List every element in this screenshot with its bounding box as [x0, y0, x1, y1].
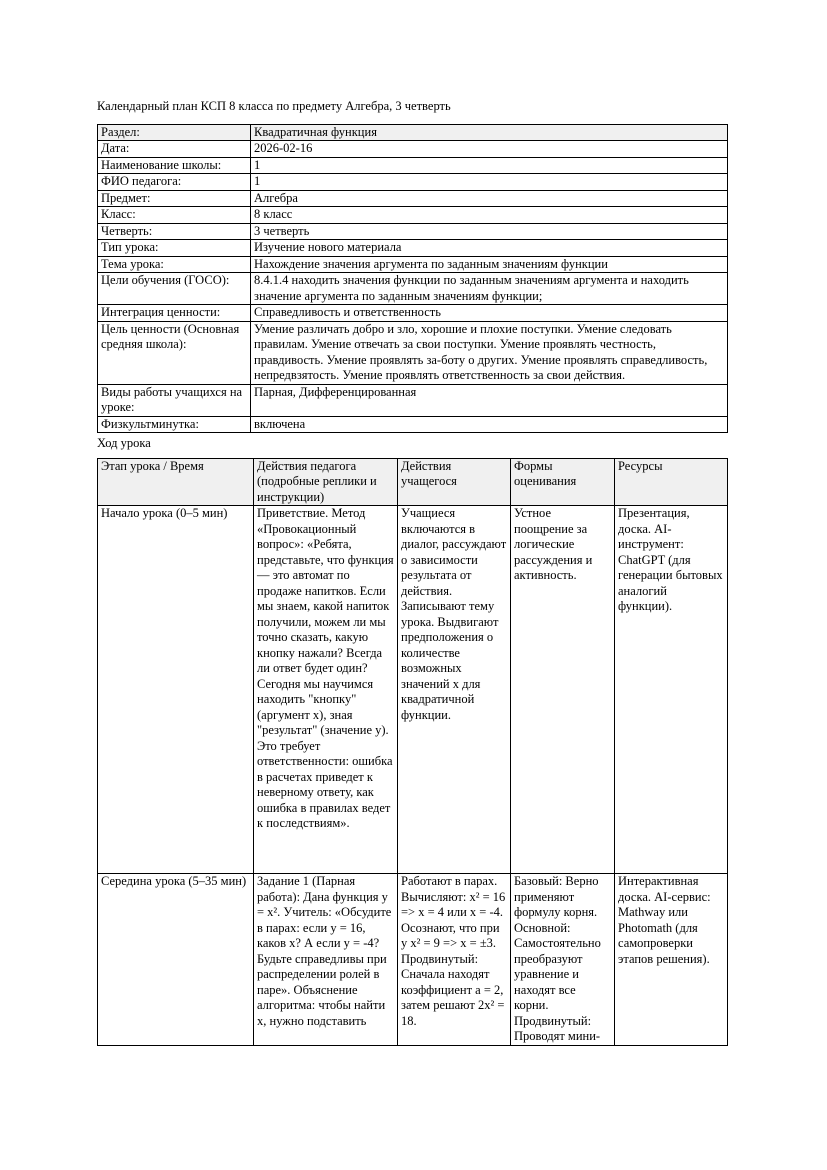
assessment-cell — [511, 506, 615, 874]
info-value: Справедливость и ответственность — [251, 305, 728, 322]
info-value: 8 класс — [251, 207, 728, 224]
info-row — [98, 321, 728, 384]
info-value: Умение различать добро и зло, хорошие и плохие поступки. Умение следовать правилам. Умение отвечать за свои поступки. Умение проявлять честность, правдивость. Умение проявлять за-боту о других. Умение проявлять справедливость, непредвзятость. Умение проявлять ответственность за свои действия. — [251, 321, 728, 384]
info-label: Интеграция ценности: — [98, 305, 251, 322]
info-value: Квадратичная функция — [251, 124, 728, 141]
lesson-flow-heading: Ход урока — [97, 436, 151, 450]
info-row — [98, 207, 728, 224]
document-title: Календарный план КСП 8 класса по предмету Алгебра, 3 четверть — [97, 99, 451, 113]
header-assessment-forms: Формы оценивания — [511, 458, 615, 506]
teacher-actions-cell — [254, 874, 398, 1046]
lesson-flow-table — [97, 458, 728, 1047]
header-stage-time: Этап урока / Время — [98, 458, 254, 506]
resources-cell — [615, 506, 728, 874]
info-label: Цели обучения (ГОСО): — [98, 273, 251, 305]
info-value: Изучение нового материала — [251, 240, 728, 257]
assessment-text: Базовый: Верно применяют формулу корня. Основной: Самостоятельно преобразуют уравнение и находят все корни. Продвинутый: Проводят мини- — [514, 874, 601, 1043]
lesson-row-start — [98, 506, 728, 874]
student-actions-text: Работают в парах. Вычисляют: x² = 16 => x = 4 или x = -4. Осознают, что при y x² = 9 => x = ±3. Продвинутый: Сначала находят коэффициент a = 2, затем решают 2x² = 18. — [401, 874, 506, 1028]
resources-text: Интерактивная доска. AI-сервис: Mathway или Photomath (для самопроверки этапов решения). — [618, 874, 711, 966]
lesson-row-middle — [98, 874, 728, 1046]
student-actions-cell — [398, 874, 511, 1046]
info-value: 1 — [251, 174, 728, 191]
info-label: Дата: — [98, 141, 251, 158]
info-value: Алгебра — [251, 190, 728, 207]
info-row — [98, 305, 728, 322]
stage-text: Середина урока (5–35 мин) — [101, 874, 247, 888]
info-label: Физкультминутка: — [98, 416, 251, 433]
info-label: Виды работы учащихся на уроке: — [98, 384, 251, 416]
stage-text: Начало урока (0–5 мин) — [101, 506, 228, 520]
header-resources: Ресурсы — [615, 458, 728, 506]
info-value: Нахождение значения аргумента по заданным значениям функции — [251, 256, 728, 273]
info-value: Парная, Дифференцированная — [251, 384, 728, 416]
student-actions-text: Учащиеся включаются в диалог, рассуждают о зависимости результата от действия. Записывают тему урока. Выдвигают предположения о количестве возможных значений x для квадратичной функции. — [401, 506, 507, 722]
info-label: Наименование школы: — [98, 157, 251, 174]
info-label: Тема урока: — [98, 256, 251, 273]
teacher-actions-cell — [254, 506, 398, 874]
info-value: 2026-02-16 — [251, 141, 728, 158]
info-row — [98, 273, 728, 305]
header-teacher-actions: Действия педагога (подробные реплики и инструкции) — [254, 458, 398, 506]
info-row — [98, 190, 728, 207]
info-value: 3 четверть — [251, 223, 728, 240]
info-label: Четверть: — [98, 223, 251, 240]
assessment-text: Устное поощрение за логические рассуждения и активность. — [514, 506, 593, 582]
info-label: Класс: — [98, 207, 251, 224]
info-label: Цель ценности (Основная средняя школа): — [98, 321, 251, 384]
info-value: 1 — [251, 157, 728, 174]
info-row — [98, 157, 728, 174]
resources-cell — [615, 874, 728, 1046]
info-label: Предмет: — [98, 190, 251, 207]
document-content — [97, 99, 727, 1046]
info-label: ФИО педагога: — [98, 174, 251, 191]
info-row — [98, 384, 728, 416]
info-row — [98, 416, 728, 433]
info-row — [98, 256, 728, 273]
info-value: включена — [251, 416, 728, 433]
student-actions-cell — [398, 506, 511, 874]
teacher-actions-text: Приветствие. Метод «Провокационный вопрос»: «Ребята, представьте, что функция — это автомат по продаже напитков. Если мы знаем, какой напиток получили, можем ли мы точно сказать, какую кнопку нажали? Всегда ли ответ будет один? Сегодня мы научимся находить "кнопку" (аргумент x), зная "результат" (значение y). Это требует ответственности: ошибка в расчетах приведет к неверному ответу, как ошибка в правилах ведет к последствиям». — [257, 506, 394, 830]
assessment-cell — [511, 874, 615, 1046]
info-row — [98, 223, 728, 240]
info-row — [98, 174, 728, 191]
info-row — [98, 124, 728, 141]
info-row — [98, 141, 728, 158]
teacher-actions-text: Задание 1 (Парная работа): Дана функция y = x². Учитель: «Обсудите в парах: если y = 16, каков x? А если y = -4? Будьте справедливы при распределении ролей в паре». Объяснение алгоритма: чтобы найти x, нужно подставить — [257, 874, 392, 1028]
info-label: Тип урока: — [98, 240, 251, 257]
info-value: 8.4.1.4 находить значения функции по заданным значениям аргумента и находить значение аргумента по заданным значениям функции; — [251, 273, 728, 305]
info-row — [98, 240, 728, 257]
header-student-actions: Действия учащегося — [398, 458, 511, 506]
stage-cell — [98, 506, 254, 874]
lesson-info-table — [97, 124, 728, 434]
resources-text: Презентация, доска. AI-инструмент: ChatGPT (для генерации бытовых аналогий функции). — [618, 506, 723, 613]
lesson-table-header-row — [98, 458, 728, 506]
info-label: Раздел: — [98, 124, 251, 141]
stage-cell — [98, 874, 254, 1046]
